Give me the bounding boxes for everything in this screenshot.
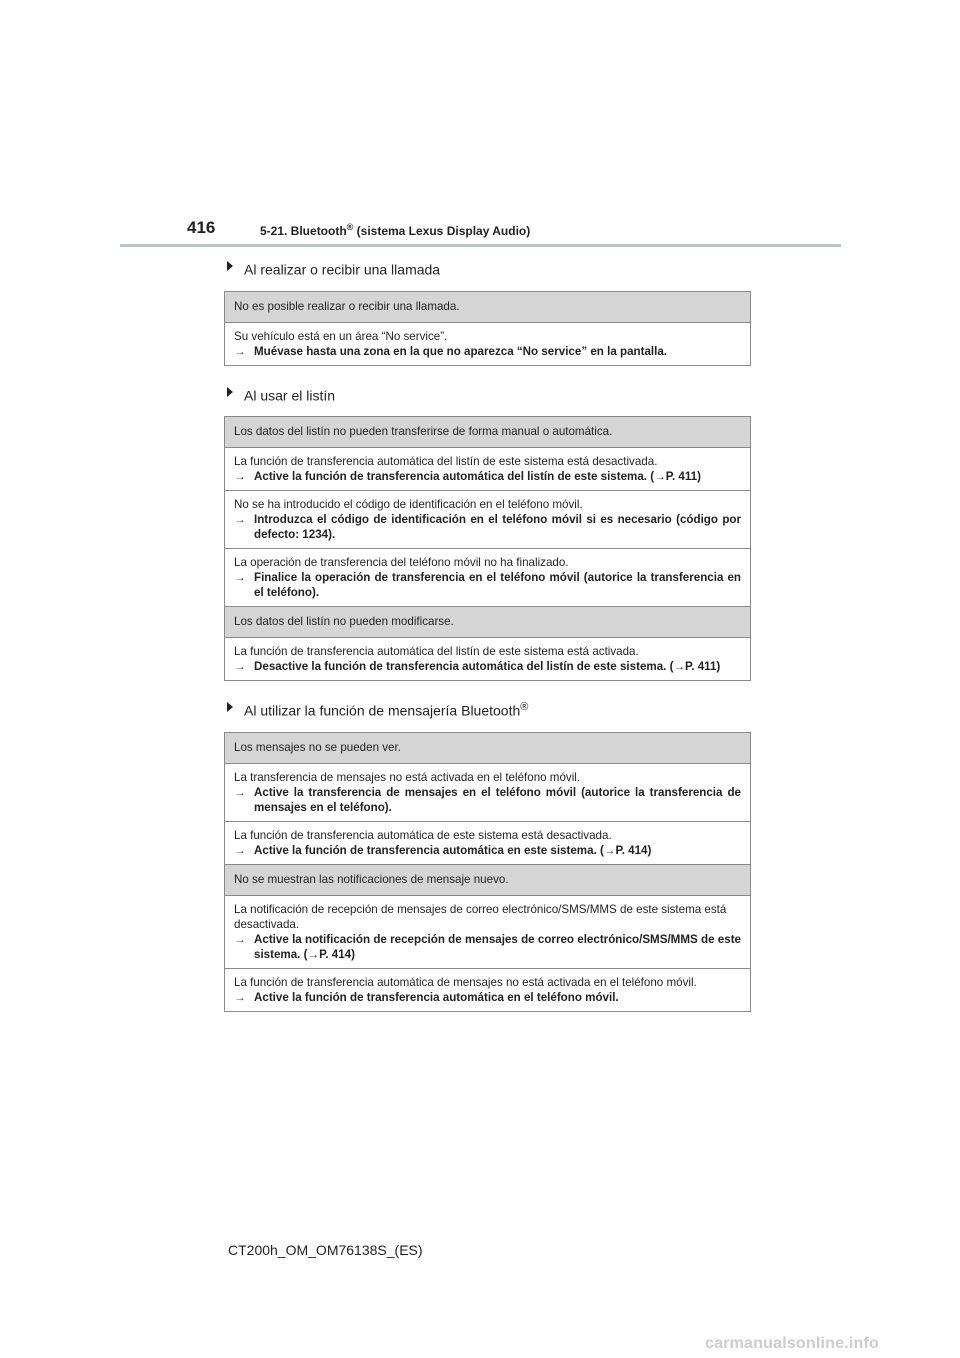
cause-row [225,448,751,491]
arrow-right-icon: → [234,571,246,585]
cause-row [225,821,751,864]
solution-text: → Active la transferencia de mensajes en el teléfono móvil (autorice la transferencia de mensajes en el teléfono). [234,785,741,814]
cause-text: La función de transferencia automática de mensajes no está activada en el teléfono móvil. [234,975,697,989]
cause-row [225,549,751,607]
triangle-bullet-icon [227,261,233,271]
cause-row [225,322,751,365]
problem-row [225,864,751,895]
problem-text: Los datos del listín no pueden modificarse. [225,607,751,638]
solution-text: → Active la función de transferencia automática del listín de este sistema. (→P. 411) [234,470,701,484]
troubleshooting-content [224,256,751,1028]
cause-row [225,895,751,968]
arrow-right-icon: → [234,990,246,1004]
problem-text: No se muestran las notificaciones de mensaje nuevo. [225,864,751,895]
solution-text: → Active la función de transferencia automática en el teléfono móvil. [234,990,619,1004]
arrow-right-icon: → [234,932,246,946]
solution-text: → Muévase hasta una zona en la que no aparezca “No service” en la pantalla. [234,344,668,358]
arrow-right-icon: → [234,785,246,799]
page-header [0,0,960,250]
solution-text: → Finalice la operación de transferencia en el teléfono móvil (autorice la transferencia en el teléfono). [234,571,741,600]
problem-row [225,607,751,638]
arrow-right-icon: → [234,513,246,527]
problem-text: Los mensajes no se pueden ver. [225,732,751,763]
cause-row [225,491,751,549]
manual-code: CT200h_OM_OM76138S_(ES) [228,1242,423,1258]
cause-text: La operación de transferencia del teléfono móvil no ha finalizado. [234,556,569,570]
cause-text: La función de transferencia automática del listín de este sistema está desactivada. [234,455,658,469]
cause-row [225,968,751,1011]
triangle-bullet-icon [227,387,233,397]
troubleshooting-table [224,291,751,366]
solution-text: → Active la función de transferencia automática en este sistema. (→P. 414) [234,843,652,857]
solution-text: → Active la notificación de recepción de mensajes de correo electrónico/SMS/MMS de este sistema. (→P. 414) [234,932,741,961]
solution-text: → Desactive la función de transferencia automática del listín de este sistema. (→P. 411) [234,660,721,674]
problem-row [225,291,751,322]
cause-row [225,638,751,681]
cause-text: Su vehículo está en un área “No service”. [234,329,448,343]
header-divider [120,244,841,247]
problem-text: No es posible realizar o recibir una llamada. [225,291,751,322]
troubleshooting-table [224,732,751,1012]
section-heading: Al utilizar la función de mensajería Bluetooth® [227,697,751,721]
cause-text: No se ha introducido el código de identificación en el teléfono móvil. [234,498,583,512]
cause-text: La notificación de recepción de mensajes de correo electrónico/SMS/MMS de este sistema está desactivada. [234,902,727,931]
solution-text: → Introduzca el código de identificación en el teléfono móvil si es necesario (código por defecto: 1234). [234,513,741,542]
cause-text: La función de transferencia automática del listín de este sistema está activada. [234,645,639,659]
problem-row [225,732,751,763]
page-number: 416 [187,218,216,237]
cause-text: La transferencia de mensajes no está activada en el teléfono móvil. [234,770,581,784]
section-heading: Al realizar o recibir una llamada [227,256,751,280]
cause-row [225,763,751,821]
cause-text: La función de transferencia automática de este sistema está desactivada. [234,828,612,842]
section-heading: Al usar el listín [227,382,751,406]
arrow-right-icon: → [234,660,246,674]
troubleshooting-table [224,416,751,681]
section-title: 5-21. Bluetooth® (sistema Lexus Display Audio) [260,222,531,238]
watermark: carmanualsonline.info [705,1335,880,1352]
problem-text: Los datos del listín no pueden transferirse de forma manual o automática. [225,417,751,448]
problem-row [225,417,751,448]
arrow-right-icon: → [234,470,246,484]
arrow-right-icon: → [234,843,246,857]
triangle-bullet-icon [227,702,233,712]
arrow-right-icon: → [234,344,246,358]
